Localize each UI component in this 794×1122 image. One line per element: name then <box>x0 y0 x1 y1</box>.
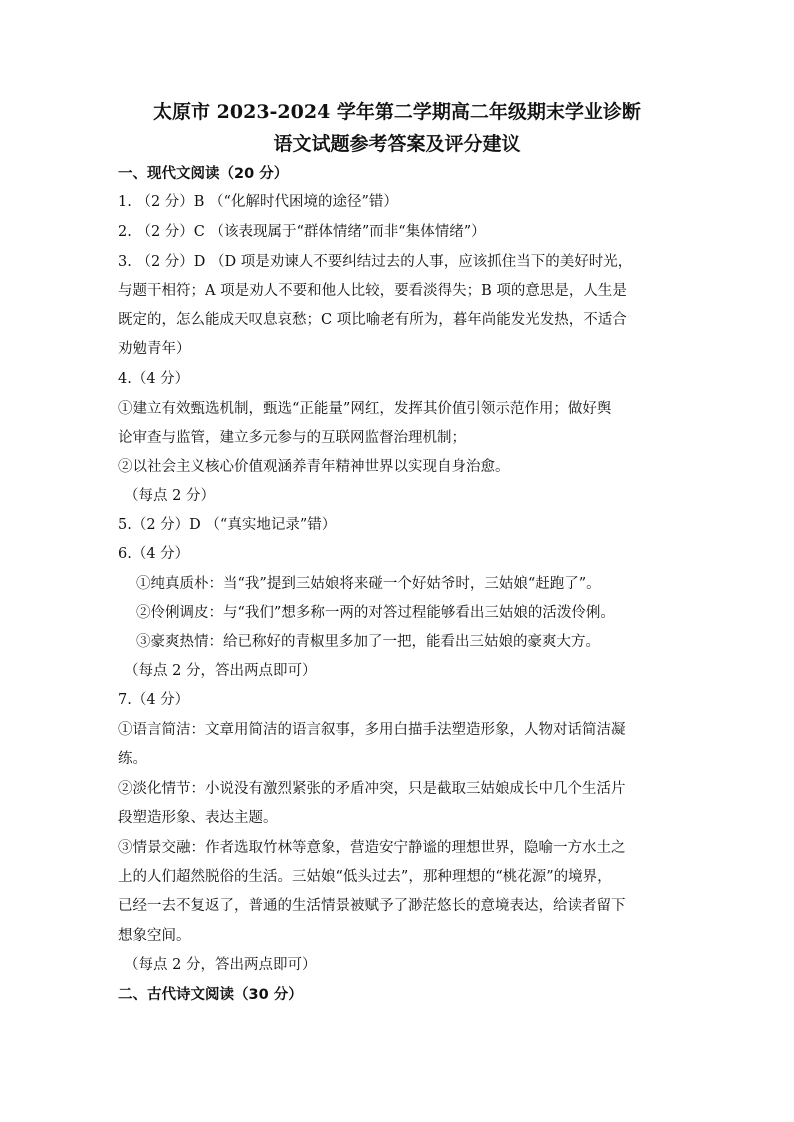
scoring-note: （每点 2 分，答出两点即可） <box>124 957 317 973</box>
answer-line: 6.（4 分） <box>118 546 190 562</box>
answer-line: ②伶俐调皮：与“我们”想多称一两的对答过程能够看出三姑娘的活泼伶俐。 <box>136 605 615 621</box>
answer-line: 上的人们超然脱俗的生活。三姑娘“低头过去”，那种理想的“桃花源”的境界， <box>118 869 612 885</box>
section-heading-classical-reading: 二、古代诗文阅读（30 分） <box>118 987 303 1003</box>
answer-line: ③豪爽热情：给已称好的青椒里多加了一把，能看出三姑娘的豪爽大方。 <box>136 634 600 650</box>
answer-line: ②以社会主义核心价值观涵养青年精神世界以实现自身治愈。 <box>118 459 510 475</box>
answer-line: ③情景交融：作者选取竹林等意象，营造安宁静谧的理想世界，隐喻一方水土之 <box>118 840 626 856</box>
section-heading-modern-reading: 一、现代文阅读（20 分） <box>118 166 289 182</box>
answer-line: 论审查与监管，建立多元参与的互联网监督治理机制； <box>118 430 466 446</box>
answer-line: 段塑造形象、表达主题。 <box>118 810 278 826</box>
answer-line: ①纯真质朴：当“我”提到三姑娘将来碰一个好姑爷时，三姑娘“赶跑了”。 <box>136 576 601 592</box>
answer-line: 已经一去不复返了，普通的生活情景被赋予了渺茫悠长的意境表达，给读者留下 <box>118 898 626 914</box>
answer-line: 既定的，怎么能成天叹息哀愁；C 项比喻老有所为，暮年尚能发光发热，不适合 <box>118 312 627 328</box>
answer-line: 想象空间。 <box>118 928 191 944</box>
answer-line: 5.（2 分）D （“真实地记录”错） <box>118 517 337 533</box>
answer-line: 劝勉青年） <box>118 341 191 357</box>
answer-line: 练。 <box>118 751 147 767</box>
answer-line: 7.（4 分） <box>118 692 190 708</box>
scoring-note: （每点 2 分） <box>124 488 215 504</box>
answer-line: 1. （2 分）B （“化解时代困境的途径”错） <box>118 194 398 210</box>
answer-line: 4.（4 分） <box>118 371 190 387</box>
answer-line: 3. （2 分）D （D 项是劝谏人不要纠结过去的人事，应该抓住当下的美好时光， <box>118 254 633 270</box>
answer-line: ①语言简洁：文章用简洁的语言叙事，多用白描手法塑造形象，人物对话简洁凝 <box>118 722 626 738</box>
answer-line: 与题干相符；A 项是劝人不要和他人比较，要看淡得失；B 项的意思是，人生是 <box>118 283 627 299</box>
scoring-note: （每点 2 分，答出两点即可） <box>124 663 317 679</box>
answer-line: 2. （2 分）C （该表现属于“群体情绪”而非“集体情绪”） <box>118 224 486 240</box>
answer-line: ①建立有效甄选机制，甄选“正能量”网红，发挥其价值引领示范作用；做好舆 <box>118 401 612 417</box>
document-subtitle: 语文试题参考答案及评分建议 <box>273 133 521 155</box>
answer-line: ②淡化情节：小说没有激烈紧张的矛盾冲突，只是截取三姑娘成长中几个生活片 <box>118 781 626 797</box>
document-title: 太原市 2023-2024 学年第二学期高二年级期末学业诊断 <box>153 101 641 123</box>
